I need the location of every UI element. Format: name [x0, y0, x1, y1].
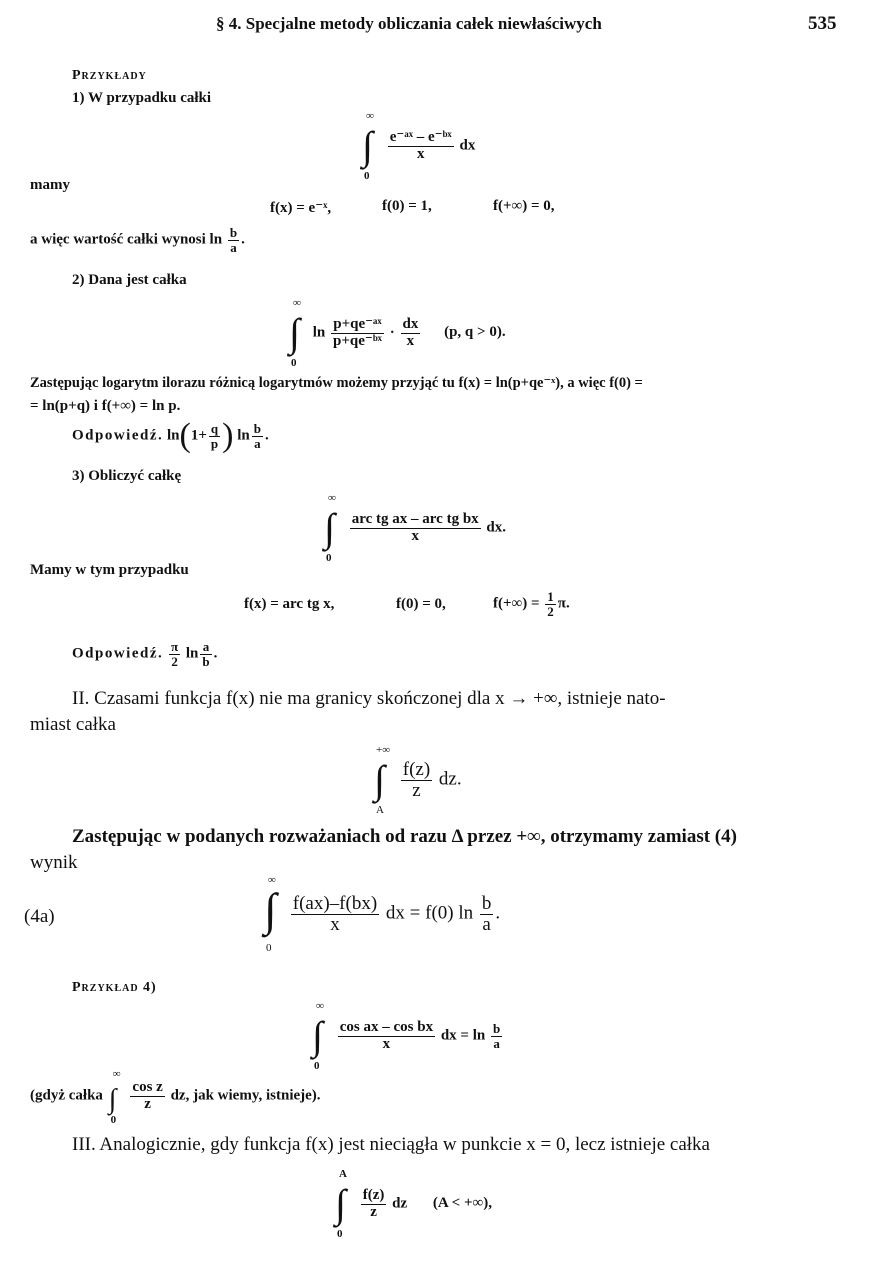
example-1-integral: ∞ ∫ 0 $\frac{\text{e⁻ᵃˣ – e⁻ᵇˣ}}{x}$ dx — [362, 110, 476, 182]
example-3-intro: 3) Obliczyć całkę — [72, 468, 182, 484]
example-2-text-2: = ln(p+q) i f(+∞) = ln p. — [30, 398, 181, 414]
section-2-integral: +∞ ∫ A $\frac{f(z)}{z}$ dz. — [374, 744, 462, 816]
examples-heading: Przykłady — [72, 68, 147, 83]
section-2-line-3: Zastępując w podanych rozważaniach od razu Δ przez +∞, otrzymamy zamiast (4) — [72, 826, 737, 847]
example-2-answer: Odpowiedź. ln(1+ $\frac{q}{p}$ ) ln $\frac{b}{a}$ . — [72, 417, 269, 454]
section-2-line-1: II. Czasami funkcja f(x) nie ma granicy skończonej dla x → +∞, istnieje nato- — [72, 688, 666, 709]
example-3-mamy: Mamy w tym przypadku — [30, 562, 189, 578]
section-2-line-2: miast całka — [30, 714, 116, 735]
page-number: 535 — [808, 13, 837, 34]
example-3-integral: ∞ ∫ 0 $\frac{\text{arc tg ax – arc tg bx}}{x}$ dx. — [324, 492, 507, 564]
example-1-f0: f(0) = 1, — [382, 198, 432, 214]
example-1-result: a więc wartość całki wynosi ln $\frac{b}{a}$ . — [30, 225, 245, 255]
section-2-line-4: wynik — [30, 852, 78, 873]
example-2-integral: ∞ ∫ 0 ln $\frac{\text{p+qe⁻ᵃˣ}}{\text{p+qe⁻ᵇˣ}}$ · $\frac{dx}{x}$ (p, q > 0). — [289, 297, 506, 369]
running-header: § 4. Specjalne metody obliczania całek niewłaściwych — [216, 14, 602, 33]
integral-sign: ∞ ∫ 0 — [362, 110, 374, 182]
section-3-integral: A ∫ 0 $\frac{f(z)}{z}$ dz (A < +∞), — [335, 1168, 492, 1240]
example-4-note: (gdyż całka ∞ ∫ 0 $\frac{\text{cos z}}{z}$ dz, jak wiemy, istnieje). — [30, 1068, 321, 1126]
example-2-text-1: Zastępując logarytm ilorazu różnicą logarytmów możemy przyjąć tu f(x) = ln(p+qe⁻ˣ), a więc f(0) = — [30, 375, 643, 391]
equation-4a: ∞ ∫ 0 $\frac{f(ax)-f(bx)}{x}$ dx = f(0) ln $\frac{b}{a}$ . — [264, 874, 501, 954]
example-3-f0: f(0) = 0, — [396, 596, 446, 612]
section-3-line-1: III. Analogicznie, gdy funkcja f(x) jest nieciągła w punkcie x = 0, lecz istnieje całka — [72, 1134, 710, 1155]
equation-label-4a: (4a) — [24, 906, 55, 927]
example-2-intro: 2) Dana jest całka — [72, 272, 187, 288]
example-3-answer: Odpowiedź. $\frac{\pi}{2}$ ln $\frac{a}{b}$ . — [72, 639, 218, 669]
example-4-integral: ∞ ∫ 0 $\frac{\text{cos ax – cos bx}}{x}$ dx = ln $\frac{b}{a}$ — [312, 1000, 501, 1072]
example-3-finf: f(+∞) = $\frac{1}{2}$ π. — [493, 589, 570, 619]
example-1-intro: 1) W przypadku całki — [72, 90, 212, 106]
example-3-fx: f(x) = arc tg x, — [244, 596, 335, 612]
example-1-fx: f(x) = e⁻ˣ, — [270, 200, 332, 216]
example-4-heading: Przykład 4) — [72, 980, 157, 995]
example-1-finf: f(+∞) = 0, — [493, 198, 555, 214]
mamy-label: mamy — [30, 177, 70, 193]
